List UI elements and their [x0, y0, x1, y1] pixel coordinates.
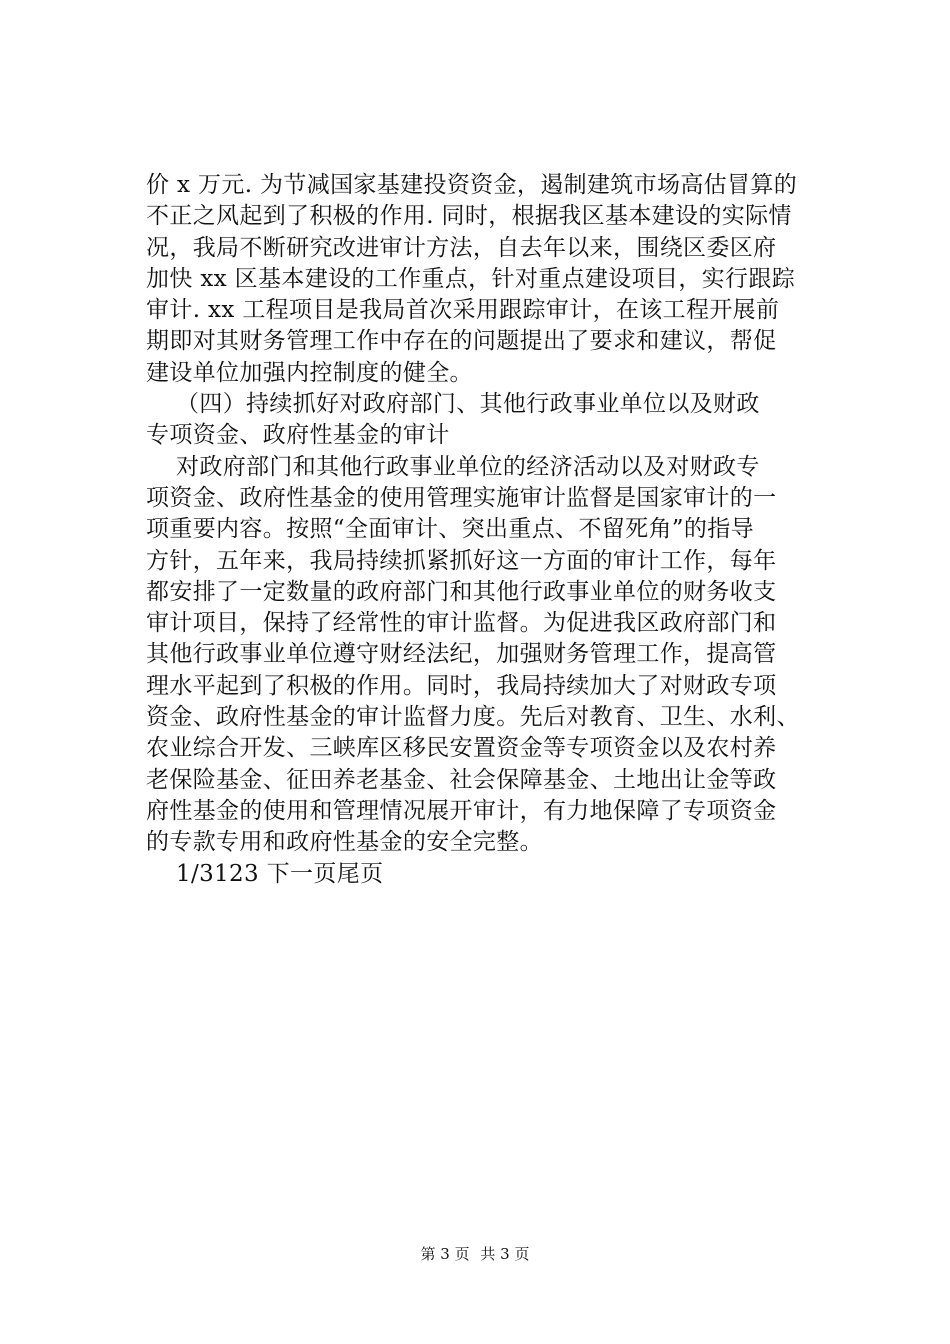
body-line: 加快 xx 区基本建设的工作重点，针对重点建设项目，实行跟踪	[146, 265, 796, 292]
body-line: 项资金、政府性基金的使用管理实施审计监督是国家审计的一	[146, 484, 777, 511]
section-heading-line: （四）持续抓好对政府部门、其他行政事业单位以及财政	[176, 391, 760, 418]
body-line: 不正之风起到了积极的作用. 同时，根据我区基本建设的实际情	[146, 203, 792, 230]
body-line: 建设单位加强内控制度的健全。	[146, 359, 473, 386]
body-line: 期即对其财务管理工作中存在的问题提出了要求和建议，帮促	[146, 328, 777, 355]
body-line: 的专款专用和政府性基金的安全完整。	[146, 829, 543, 856]
body-line: 审计. xx 工程项目是我局首次采用跟踪审计，在该工程开展前	[146, 297, 780, 324]
body-line: 况，我局不断研究改进审计方法，自去年以来，围绕区委区府	[146, 234, 777, 261]
page-number-total: 共 3 页	[480, 1245, 530, 1263]
body-line: 资金、政府性基金的审计监督力度。先后对教育、卫生、水利、	[146, 704, 800, 731]
body-line: 都安排了一定数量的政府部门和其他行政事业单位的财务收支	[146, 578, 777, 605]
body-line: 府性基金的使用和管理情况展开审计，有力地保障了专项资金	[146, 797, 777, 824]
body-line: 价 x 万元. 为节减国家基建投资资金，遏制建筑市场高估冒算的	[146, 172, 798, 198]
body-line: 项重要内容。按照“全面审计、突出重点、不留死角”的指导	[146, 516, 754, 543]
body-line: 老保险基金、征田养老基金、社会保障基金、土地出让金等政	[146, 766, 777, 793]
pagination-text: 1/3123 下一页尾页	[176, 860, 384, 887]
body-line: 其他行政事业单位遵守财经法纪，加强财务管理工作，提高管	[146, 641, 777, 668]
page-number-current: 第 3 页	[420, 1245, 470, 1263]
body-line: 理水平起到了积极的作用。同时，我局持续加大了对财政专项	[146, 672, 777, 699]
section-heading-line: 专项资金、政府性基金的审计	[146, 422, 450, 449]
body-line: 审计项目，保持了经常性的审计监督。为促进我区政府部门和	[146, 610, 777, 637]
body-line: 方针，五年来，我局持续抓紧抓好这一方面的审计工作，每年	[146, 547, 777, 574]
body-line: 农业综合开发、三峡库区移民安置资金等专项资金以及农村养	[146, 735, 777, 762]
page-footer	[0, 1244, 950, 1264]
document-body	[146, 170, 826, 890]
body-line: 对政府部门和其他行政事业单位的经济活动以及对财政专	[176, 453, 760, 480]
